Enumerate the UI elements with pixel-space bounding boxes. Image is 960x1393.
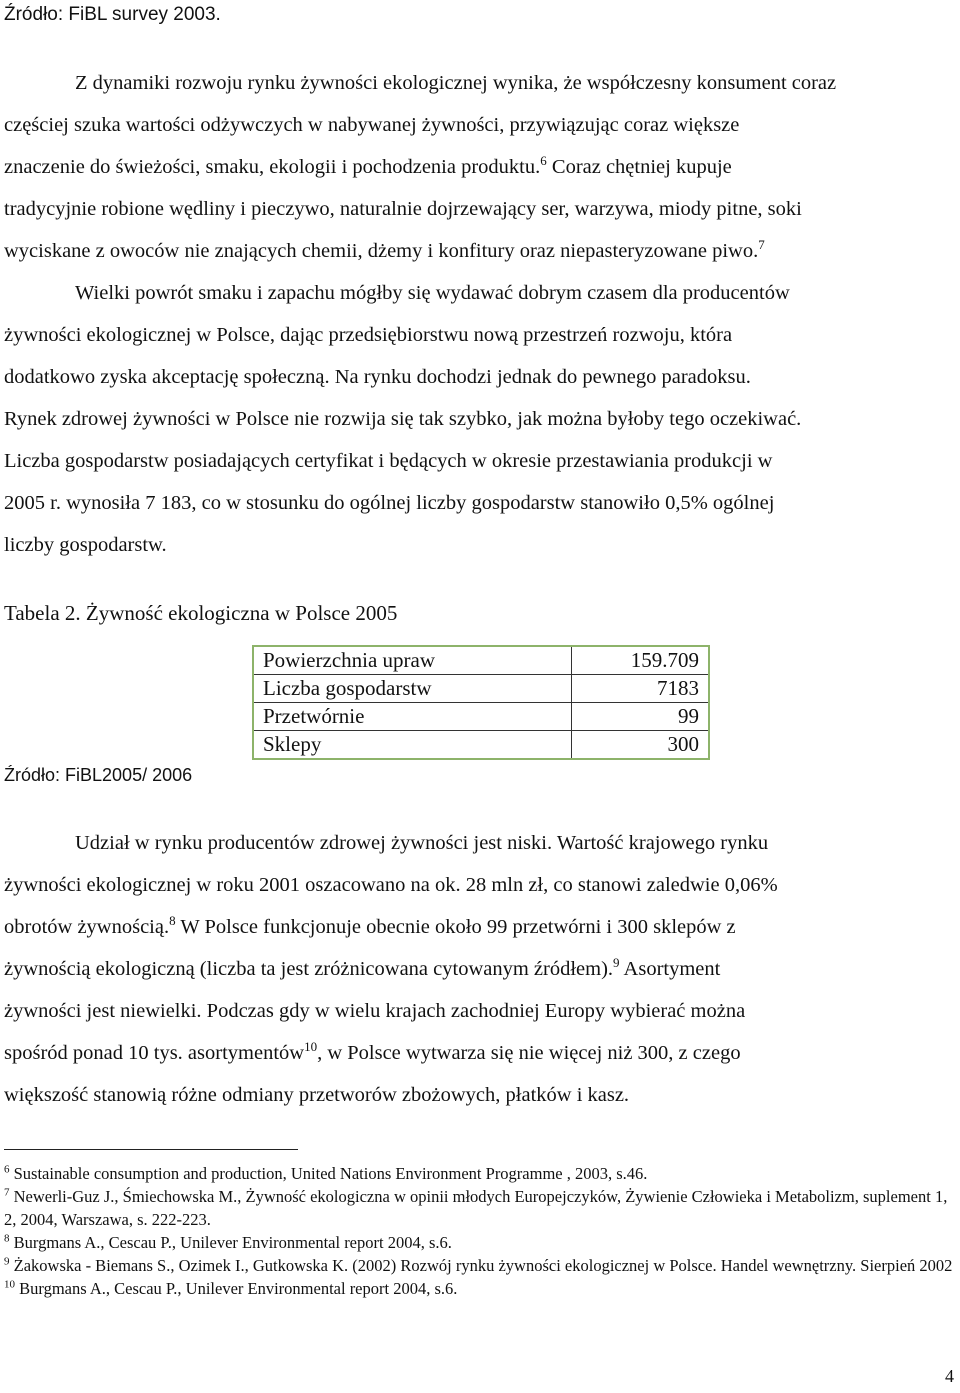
table-cell-label: Przetwórnie xyxy=(253,703,572,731)
footnote-number: 10 xyxy=(4,1278,15,1291)
footnote-8 xyxy=(4,1231,956,1254)
table-row xyxy=(253,646,709,675)
para2-line: żywności jest niewielki. Podczas gdy w wielu krajach zachodniej Europy wybierać można xyxy=(4,1000,746,1022)
para2-line: Udział w rynku producentów zdrowej żywności jest niski. Wartość krajowego rynku xyxy=(75,832,769,854)
paragraph-2 xyxy=(4,822,956,1116)
para1-line: częściej szuka wartości odżywczych w nabywanej żywności, przywiązując coraz większe xyxy=(4,114,740,136)
footnote-10 xyxy=(4,1277,956,1300)
table-cell-value: 300 xyxy=(572,731,710,760)
footnote-text: Sustainable consumption and production, United Nations Environment Programme , 2003, s.46. xyxy=(9,1164,648,1183)
footnote-separator xyxy=(4,1149,298,1150)
para1-line xyxy=(4,146,956,188)
para1-line: dodatkowo zyska akceptację społeczną. Na rynku dochodzi jednak do pewnego paradoksu. xyxy=(4,366,751,388)
para1-line: Rynek zdrowej żywności w Polsce nie rozwija się tak szybko, jak można byłoby tego oczekiwać. xyxy=(4,408,802,430)
table-cell-label: Liczba gospodarstw xyxy=(253,675,572,703)
table-cell-value: 7183 xyxy=(572,675,710,703)
footnote-7 xyxy=(4,1185,956,1231)
footnote-number: 7 xyxy=(4,1186,10,1199)
table-cell-label: Powierzchnia upraw xyxy=(253,646,572,675)
table-source-note: Źródło: FiBL2005/ 2006 xyxy=(4,765,193,785)
para2-text: , w Polsce wytwarza się nie więcej niż 300, z czego xyxy=(317,1042,741,1064)
footnote-9 xyxy=(4,1254,956,1277)
para1-text: znaczenie do świeżości, smaku, ekologii i pochodzenia produktu. xyxy=(4,156,541,178)
para2-text: Asortyment xyxy=(619,958,721,980)
para1-line: Liczba gospodarstw posiadających certyfikat i będących w okresie przestawiania produkcji w xyxy=(4,450,773,472)
footnote-text: Burgmans A., Cescau P., Unilever Environmental report 2004, s.6. xyxy=(9,1233,452,1252)
para1-line: tradycyjnie robione wędliny i pieczywo, naturalnie dojrzewający ser, warzywa, miody pitne, soki xyxy=(4,198,802,220)
para1-line: Wielki powrót smaku i zapachu mógłby się wydawać dobrym czasem dla producentów xyxy=(75,282,790,304)
footnote-ref-8[interactable]: 8 xyxy=(169,913,176,929)
footnote-number: 6 xyxy=(4,1163,10,1176)
footnote-text: Burgmans A., Cescau P., Unilever Environmental report 2004, s.6. xyxy=(15,1279,458,1298)
table-cell-value: 99 xyxy=(572,703,710,731)
para2-line xyxy=(4,1032,956,1074)
para1-line: liczby gospodarstw. xyxy=(4,534,167,556)
para1-line: 2005 r. wynosiła 7 183, co w stosunku do ogólnej liczby gospodarstw stanowiło 0,5% ogólnej xyxy=(4,492,775,514)
para2-text: W Polsce funkcjonuje obecnie około 99 przetwórni i 300 sklepów z xyxy=(175,916,736,938)
para2-text: spośród ponad 10 tys. asortymentów xyxy=(4,1042,305,1064)
para2-line xyxy=(4,948,956,990)
table-caption: Tabela 2. Żywność ekologiczna w Polsce 2005 xyxy=(4,601,398,625)
table-row xyxy=(253,731,709,760)
footnote-number: 8 xyxy=(4,1232,10,1245)
footnote-ref-6[interactable]: 6 xyxy=(540,153,547,169)
page-number: 4 xyxy=(945,1366,954,1386)
footnotes xyxy=(4,1162,956,1300)
table-row xyxy=(253,675,709,703)
table-cell-label: Sklepy xyxy=(253,731,572,760)
paragraph-1 xyxy=(4,62,956,566)
footnote-ref-7[interactable]: 7 xyxy=(758,237,765,253)
para2-text: żywnością ekologiczną (liczba ta jest zróżnicowana cytowanym źródłem). xyxy=(4,958,614,980)
para1-line: Z dynamiki rozwoju rynku żywności ekologicznej wynika, że współczesny konsument coraz xyxy=(75,72,837,94)
para1-text: wyciskane z owoców nie znających chemii, dżemy i konfitury oraz niepasteryzowane piwo. xyxy=(4,240,759,262)
table-row xyxy=(253,703,709,731)
footnote-ref-10[interactable]: 10 xyxy=(304,1039,318,1055)
para2-line: większość stanowią różne odmiany przetworów zbożowych, płatków i kasz. xyxy=(4,1084,630,1106)
table-cell-value: 159.709 xyxy=(572,646,710,675)
para2-line xyxy=(4,906,956,948)
footnote-ref-9[interactable]: 9 xyxy=(613,955,620,971)
organic-food-table xyxy=(252,645,710,760)
footnote-text: Newerli-Guz J., Śmiechowska M., Żywność ekologiczna w opinii młodych Europejczyków, Żywienie Człowieka i Metabolizm, suplement 1, 2, 2004, Warszawa, s. 222-223. xyxy=(4,1187,948,1229)
para2-line: żywności ekologicznej w roku 2001 oszacowano na ok. 28 mln zł, co stanowi zaledwie 0,06% xyxy=(4,874,778,896)
footnote-text: Żakowska - Biemans S., Ozimek I., Gutkowska K. (2002) Rozwój rynku żywności ekologicznej w Polsce. Handel wewnętrzny. Sierpień 2002 xyxy=(9,1256,953,1275)
footnote-number: 9 xyxy=(4,1255,10,1268)
para2-text: obrotów żywnością. xyxy=(4,916,170,938)
para1-line xyxy=(4,230,956,272)
para1-text: Coraz chętniej kupuje xyxy=(546,156,732,178)
footnote-6 xyxy=(4,1162,956,1185)
source-note-top: Źródło: FiBL survey 2003. xyxy=(4,4,221,25)
para1-line: żywności ekologicznej w Polsce, dając przedsiębiorstwu nową przestrzeń rozwoju, która xyxy=(4,324,733,346)
